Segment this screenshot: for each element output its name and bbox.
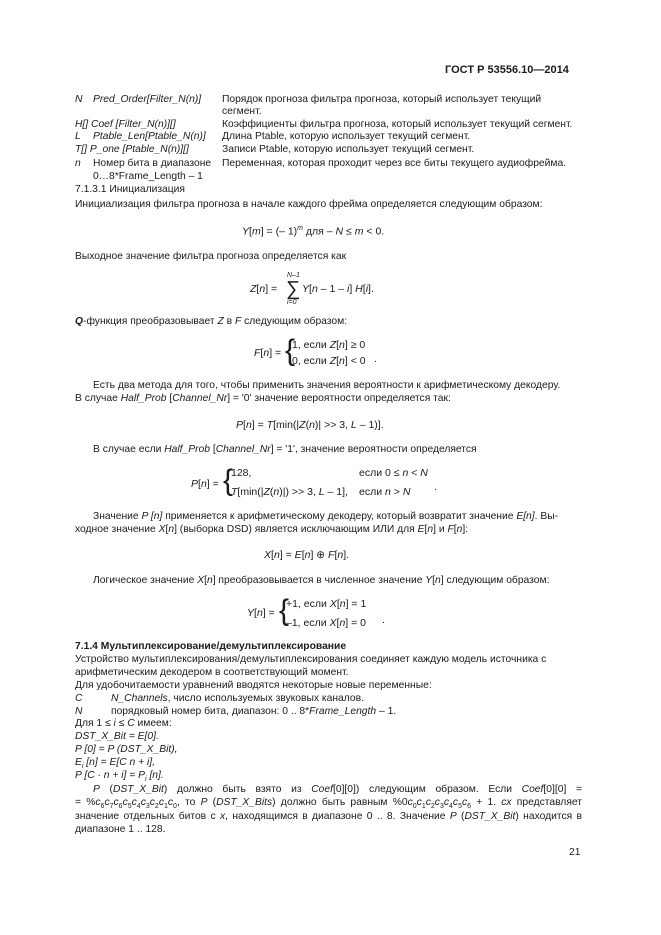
paragraph-mux-line1: Устройство мультиплексирования/демультиплексирования соединяет каждую модель источника с [75, 654, 547, 665]
paragraph-value-line2: ходное значение X[n] (выборка DSD) является исключающим ИЛИ для E[n] и F[n]: [75, 524, 469, 535]
section-heading-mux: 7.1.4 Мультиплексирование/демультиплексирование [75, 641, 347, 652]
def-desc-p-one: Записи Ptable, которую использует текущий сегмент. [222, 144, 475, 155]
equation-q-end: . [374, 353, 377, 365]
equation-half1-row1-value: 128, [231, 467, 252, 479]
equation-half1-lhs: P[n] = [191, 478, 219, 490]
paragraph-logic: Логическое значение X[n] преобразовывается в численное значение Y[n] следующим образом: [93, 575, 550, 586]
equation-q-case-negative: 0, если Z[n] < 0 [292, 355, 366, 367]
paragraph-final-line3: значение отдельных битов с x, находящимся в диапазоне 0 .. 8. Значение P (DST_X_Bit) находится в [75, 811, 583, 822]
piecewise-brace: { [285, 334, 296, 367]
equation-half1-row2-cond: если n > N [359, 486, 411, 498]
def-desc-coef: Коэффициенты фильтра прогноза, который использует текущий сегмент. [222, 119, 573, 130]
equation-half1-row2-value: T[min(|Z(n)|) >> 3, L – 1], [231, 486, 348, 498]
section-heading-init: 7.1.3.1 Инициализация [75, 184, 185, 195]
paragraph-q-function: Q-функция преобразовывает Z в F следующим образом: [75, 316, 348, 327]
paragraph-methods-line1: Есть два метода для того, чтобы применить значения вероятности к арифметическому декодеру. [93, 380, 561, 391]
document-code: ГОСТ Р 53556.10—2014 [445, 64, 569, 76]
piecewise-brace-numeric: { [279, 594, 290, 627]
paragraph-value-line1: Значение P [n] применяется к арифметическому декодеру, который возвратит значение E[n]. Вы- [93, 511, 559, 522]
def-name-bit-range: Номер бита в диапазоне [93, 158, 212, 169]
def-name-bit-range-cont: 0…8*Frame_Length – 1 [93, 171, 203, 182]
equation-numeric-end: . [382, 614, 385, 626]
paragraph-vars: Для удобочитаемости уравнений вводятся некоторые новые переменные: [75, 680, 432, 691]
paragraph-final-line2: = $\%c_6c_7c_6c_5c_4c_3c_2c_1c_0$, то P (DST_X_Bits) должно быть равным $\%0c_0c_1c_2c_3c_4c_5c_6 + 1$. cx представляет [75, 797, 582, 811]
def-symbol-l: L [75, 131, 81, 142]
algorithm-line-2: P [0] = P (DST_X_Bit), [75, 744, 178, 755]
def-symbol-n-bit: n [75, 158, 81, 169]
def-name-p-one: T[] P_one [Ptable_N(n)][] [75, 144, 189, 155]
equation-summation-body: Y[n – 1 – i] H[i]. [302, 283, 374, 295]
def-desc-ptable-len: Длина Ptable, которую использует текущий сегмент. [222, 131, 471, 142]
paragraph-output: Выходное значение фильтра прогноза определяется как [75, 251, 347, 262]
summation-lower-limit: i=0 [287, 299, 297, 306]
def-desc-bit: Переменная, которая проходит через все биты текущего аудиофрейма. [222, 158, 567, 169]
algorithm-line-3: $E_i$ [n] = E[C n + i], [75, 757, 155, 771]
var-c-symbol: C [75, 693, 83, 704]
paragraph-init: Инициализация фильтра прогноза в начале каждого фрейма определяется следующим образом: [75, 199, 543, 210]
paragraph-mux-line2: арифметическим декодером в соответствующий момент. [75, 667, 349, 678]
equation-numeric-lhs: Y[n] = [247, 607, 275, 619]
equation-summation-lhs: Z[n] = [250, 283, 278, 295]
def-desc-pred-order: Порядок прогноза фильтра прогноза, который использует текущий [222, 94, 542, 105]
def-name-ptable-len: Ptable_Len[Ptable_N(n)] [93, 131, 206, 142]
for-statement: Для 1 ≤ i ≤ C имеем: [75, 718, 172, 729]
paragraph-final-line1: P (DST_X_Bit) должно быть взято из Coef[0][0]) следующим образом. Если Coef[0][0] = [93, 784, 582, 795]
paragraph-final-line4: диапазоне 1 .. 128. [75, 824, 166, 835]
piecewise-brace-half1: { [223, 464, 234, 497]
equation-q-case-positive: 1, если Z[n] ≥ 0 [292, 339, 366, 351]
equation-half1-row1-cond: если 0 ≤ n < N [359, 467, 428, 479]
algorithm-line-4: P $[C \cdot n + i] = P_i$ [n]. [75, 770, 164, 784]
paragraph-methods-line2: В случае Half_Prob [Channel_Nr] = '0' значение вероятности определяется так: [75, 393, 451, 404]
summation-upper-limit: N–1 [287, 272, 300, 279]
equation-half1-end: . [434, 481, 437, 493]
summation-sign: ∑ [286, 278, 301, 300]
equation-probability-half0: P[n] = T[min(|Z(n)| >> 3, L – 1)]. [236, 419, 384, 431]
var-n-description: порядковый номер бита, диапазон: 0 .. 8*Frame_Length – 1. [111, 706, 397, 717]
def-symbol-n: N [75, 94, 83, 105]
equation-initialization: Y[m] = (– 1)$^m$ для – N ≤ m < 0. [242, 225, 385, 238]
paragraph-half1: В случае если Half_Prob [Channel_Nr] = '1', значение вероятности определяется [93, 444, 477, 455]
equation-numeric-case2: –1, если X[n] = 0 [286, 617, 367, 629]
def-name-pred-order: Pred_Order[Filter_N(n)] [93, 94, 202, 105]
def-desc-pred-order-cont: сегмент. [222, 106, 262, 117]
equation-numeric-case1: +1, если X[n] = 1 [286, 598, 367, 610]
page-number: 21 [569, 847, 581, 858]
var-n-symbol: N [75, 706, 83, 717]
algorithm-line-1: DST_X_Bit = E[0]. [75, 731, 159, 742]
var-c-description: N_Channels, число используемых звуковых каналов. [111, 693, 364, 704]
equation-q-lhs: F[n] = [254, 347, 282, 359]
equation-xor: X[n] = E[n] ⊕ F[n]. [264, 549, 350, 561]
def-name-coef: H[] Coef [Filter_N(n)][] [75, 119, 176, 130]
